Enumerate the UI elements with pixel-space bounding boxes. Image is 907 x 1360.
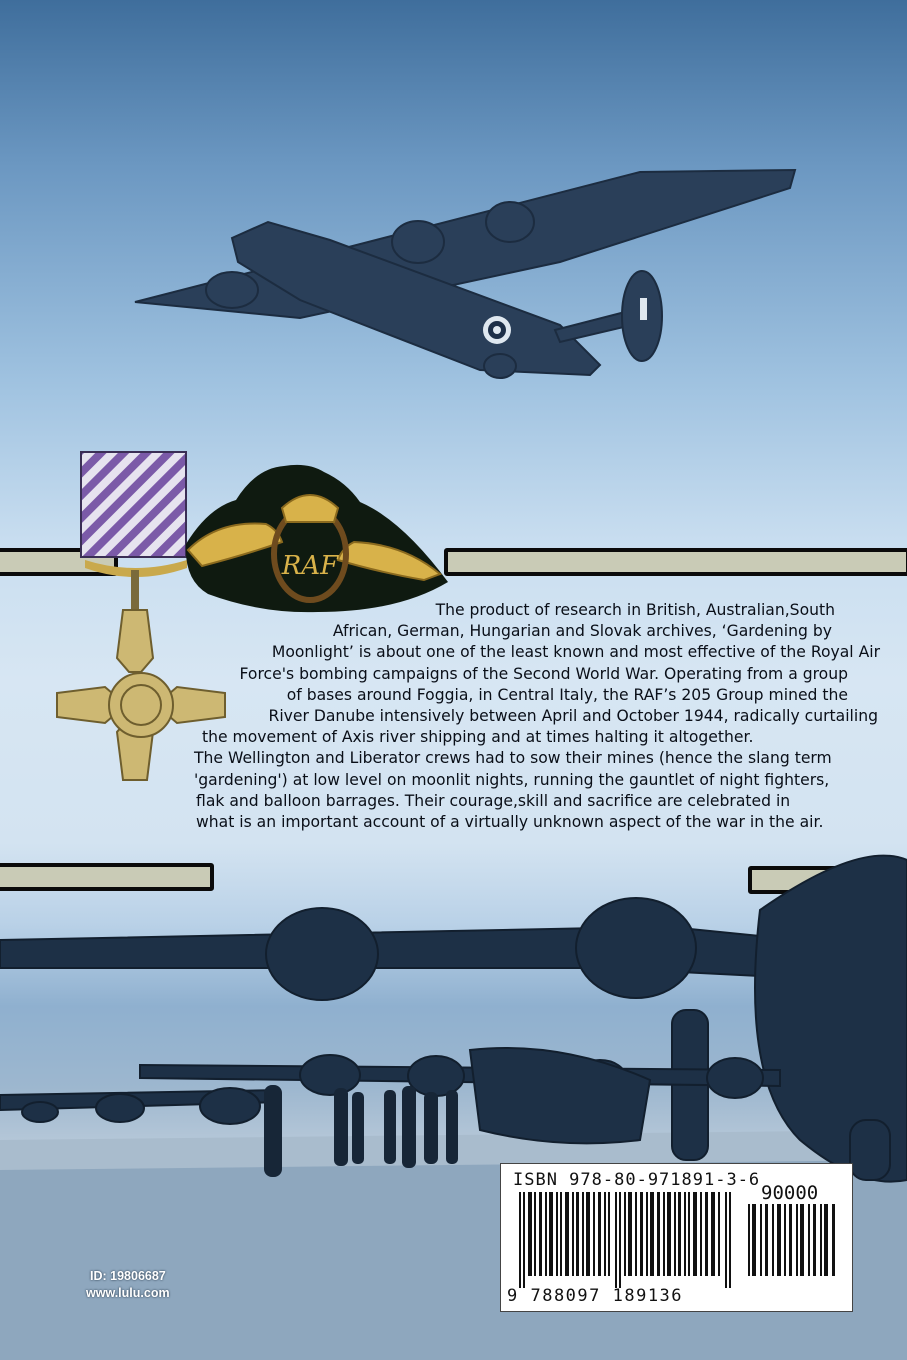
engine-nacelle-right — [576, 898, 696, 998]
description-line: Moonlight’ is about one of the least known and most effective of the Royal Air — [271, 643, 880, 662]
description-line: 'gardening') at low level on moonlit nights, running the gauntlet of night fighters, — [194, 770, 830, 789]
barcode-digits: 9 788097 189136 — [507, 1286, 684, 1306]
bomber-tailplane — [555, 312, 628, 342]
description-line: Force's bombing campaigns of the Second World War. Operating from a group — [239, 664, 848, 683]
badge-monogram: RAF — [281, 551, 339, 581]
isbn-barcode — [500, 1163, 853, 1312]
description-line: flak and balloon barrages. Their courage,skill and sacrifice are celebrated in — [196, 791, 791, 810]
stripe-upper-right — [444, 548, 907, 576]
description-line: The Wellington and Liberator crews had to sow their mines (hence the slang term — [194, 749, 832, 768]
description-line: of bases around Foggia, in Central Italy, the RAF’s 205 Group mined the — [286, 685, 848, 704]
description-line: what is an important account of a virtually unknown aspect of the war in the air. — [196, 813, 824, 832]
lulu-website[interactable]: www.lulu.com — [86, 1286, 170, 1300]
addon-barcode-bars — [746, 1204, 842, 1276]
description-line: River Danube intensively between April and October 1944, radically curtailing — [268, 707, 878, 726]
lulu-id: ID: 19806687 — [90, 1269, 166, 1283]
price-code: 90000 — [761, 1182, 819, 1204]
roundel-icon — [483, 316, 511, 344]
medal-ribbon — [81, 452, 186, 557]
engine-nacelle-left — [266, 908, 378, 1000]
book-description — [150, 600, 880, 833]
liberator-bomber-photo — [0, 0, 907, 420]
description-line: the movement of Axis river shipping and at times halting it altogether. — [202, 728, 754, 747]
publisher-info — [86, 1268, 170, 1302]
isbn-label: ISBN 978-80-971891-3-6 — [513, 1170, 761, 1190]
description-line: African, German, Hungarian and Slovak archives, ‘Gardening by — [332, 622, 832, 641]
description-line: The product of research in British, Australian,South — [435, 601, 835, 619]
raf-pilot-wings-badge — [178, 462, 450, 622]
barcode-bars — [515, 1192, 740, 1288]
